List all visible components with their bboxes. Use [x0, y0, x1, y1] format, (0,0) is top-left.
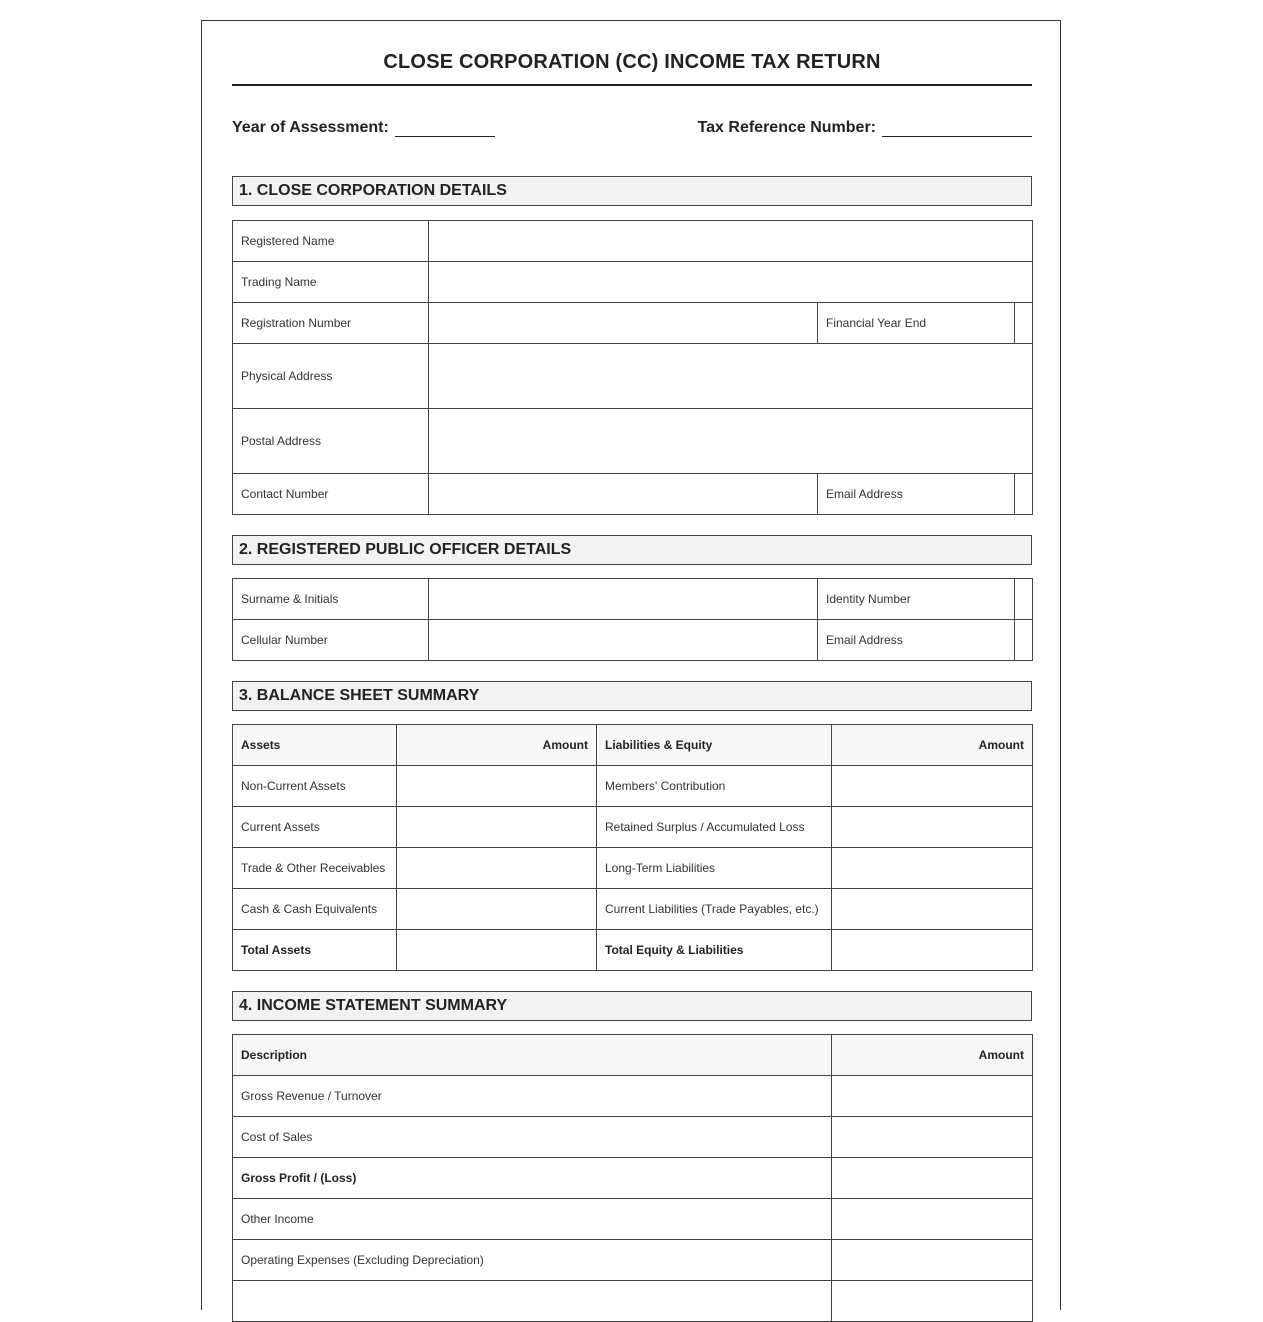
income-amount-field[interactable]	[832, 1158, 1033, 1199]
contact-number-field[interactable]	[429, 474, 818, 515]
section-1-table	[232, 220, 1032, 515]
income-amount-field[interactable]	[832, 1199, 1033, 1240]
liability-label: Current Liabilities (Trade Payables, etc.)	[597, 889, 832, 930]
section-3-header: 3. BALANCE SHEET SUMMARY	[232, 681, 1032, 711]
asset-label: Current Assets	[233, 807, 397, 848]
liability-amount-field[interactable]	[832, 807, 1033, 848]
total-assets-field[interactable]	[397, 930, 597, 971]
identity-number-label: Identity Number	[818, 579, 1015, 620]
officer-email-field[interactable]	[1015, 620, 1033, 661]
table-row	[233, 1199, 1033, 1240]
liability-label: Long-Term Liabilities	[597, 848, 832, 889]
asset-amount-field[interactable]	[397, 848, 597, 889]
officer-email-label: Email Address	[818, 620, 1015, 661]
email-address-field[interactable]	[1015, 474, 1033, 515]
table-row	[233, 1117, 1033, 1158]
surname-initials-label: Surname & Initials	[233, 579, 429, 620]
financial-year-end-label: Financial Year End	[818, 303, 1015, 344]
income-item-label: Other Income	[233, 1199, 832, 1240]
asset-label: Trade & Other Receivables	[233, 848, 397, 889]
surname-initials-field[interactable]	[429, 579, 818, 620]
section-2-header: 2. REGISTERED PUBLIC OFFICER DETAILS	[232, 535, 1032, 565]
contact-number-label: Contact Number	[233, 474, 429, 515]
postal-address-label: Postal Address	[233, 409, 429, 474]
physical-address-field[interactable]	[429, 344, 1033, 409]
cellular-number-label: Cellular Number	[233, 620, 429, 661]
trading-name-label: Trading Name	[233, 262, 429, 303]
table-row	[233, 1240, 1033, 1281]
total-assets-label: Total Assets	[233, 930, 397, 971]
liability-label: Retained Surplus / Accumulated Loss	[597, 807, 832, 848]
asset-label: Non-Current Assets	[233, 766, 397, 807]
description-header: Description	[233, 1035, 832, 1076]
section-4-header: 4. INCOME STATEMENT SUMMARY	[232, 991, 1032, 1021]
income-amount-field[interactable]	[832, 1117, 1033, 1158]
table-row	[233, 807, 1033, 848]
liabilities-header: Liabilities & Equity	[597, 725, 832, 766]
asset-amount-field[interactable]	[397, 889, 597, 930]
registered-name-label: Registered Name	[233, 221, 429, 262]
income-item-label: Operating Expenses (Excluding Depreciation)	[233, 1240, 832, 1281]
gross-profit-label: Gross Profit / (Loss)	[233, 1158, 832, 1199]
table-row	[233, 889, 1033, 930]
table-row	[233, 930, 1033, 971]
trading-name-field[interactable]	[429, 262, 1033, 303]
year-of-assessment-label: Year of Assessment:	[232, 119, 389, 136]
identity-number-field[interactable]	[1015, 579, 1033, 620]
income-amount-field[interactable]	[832, 1076, 1033, 1117]
year-of-assessment-field[interactable]	[395, 120, 495, 137]
registration-number-label: Registration Number	[233, 303, 429, 344]
table-row	[233, 1158, 1033, 1199]
assessment-meta	[232, 119, 1032, 143]
assets-amount-header: Amount	[397, 725, 597, 766]
income-item-label: Gross Revenue / Turnover	[233, 1076, 832, 1117]
table-row	[233, 1281, 1033, 1322]
section-1-header: 1. CLOSE CORPORATION DETAILS	[232, 176, 1032, 206]
tax-reference-label: Tax Reference Number:	[697, 119, 876, 136]
registered-name-field[interactable]	[429, 221, 1033, 262]
income-statement-table	[232, 1034, 1032, 1322]
section-2-table	[232, 578, 1032, 661]
table-row	[233, 766, 1033, 807]
income-amount-field[interactable]	[832, 1281, 1033, 1322]
asset-amount-field[interactable]	[397, 807, 597, 848]
registration-number-field[interactable]	[429, 303, 818, 344]
tax-return-form	[201, 20, 1061, 1310]
tax-reference-field[interactable]	[882, 120, 1032, 137]
form-title: CLOSE CORPORATION (CC) INCOME TAX RETURN	[232, 51, 1032, 86]
liability-amount-field[interactable]	[832, 766, 1033, 807]
total-equity-liabilities-label: Total Equity & Liabilities	[597, 930, 832, 971]
amount-header: Amount	[832, 1035, 1033, 1076]
tax-reference-number	[698, 119, 1032, 137]
table-row	[233, 848, 1033, 889]
income-item-label: Cost of Sales	[233, 1117, 832, 1158]
liabilities-amount-header: Amount	[832, 725, 1033, 766]
balance-sheet-table	[232, 724, 1032, 971]
physical-address-label: Physical Address	[233, 344, 429, 409]
income-item-label	[233, 1281, 832, 1322]
year-of-assessment	[232, 119, 495, 137]
total-equity-liabilities-field[interactable]	[832, 930, 1033, 971]
assets-header: Assets	[233, 725, 397, 766]
liability-label: Members' Contribution	[597, 766, 832, 807]
financial-year-end-field[interactable]	[1015, 303, 1033, 344]
asset-label: Cash & Cash Equivalents	[233, 889, 397, 930]
cellular-number-field[interactable]	[429, 620, 818, 661]
table-row	[233, 1076, 1033, 1117]
postal-address-field[interactable]	[429, 409, 1033, 474]
income-amount-field[interactable]	[832, 1240, 1033, 1281]
asset-amount-field[interactable]	[397, 766, 597, 807]
liability-amount-field[interactable]	[832, 848, 1033, 889]
email-address-label: Email Address	[818, 474, 1015, 515]
liability-amount-field[interactable]	[832, 889, 1033, 930]
